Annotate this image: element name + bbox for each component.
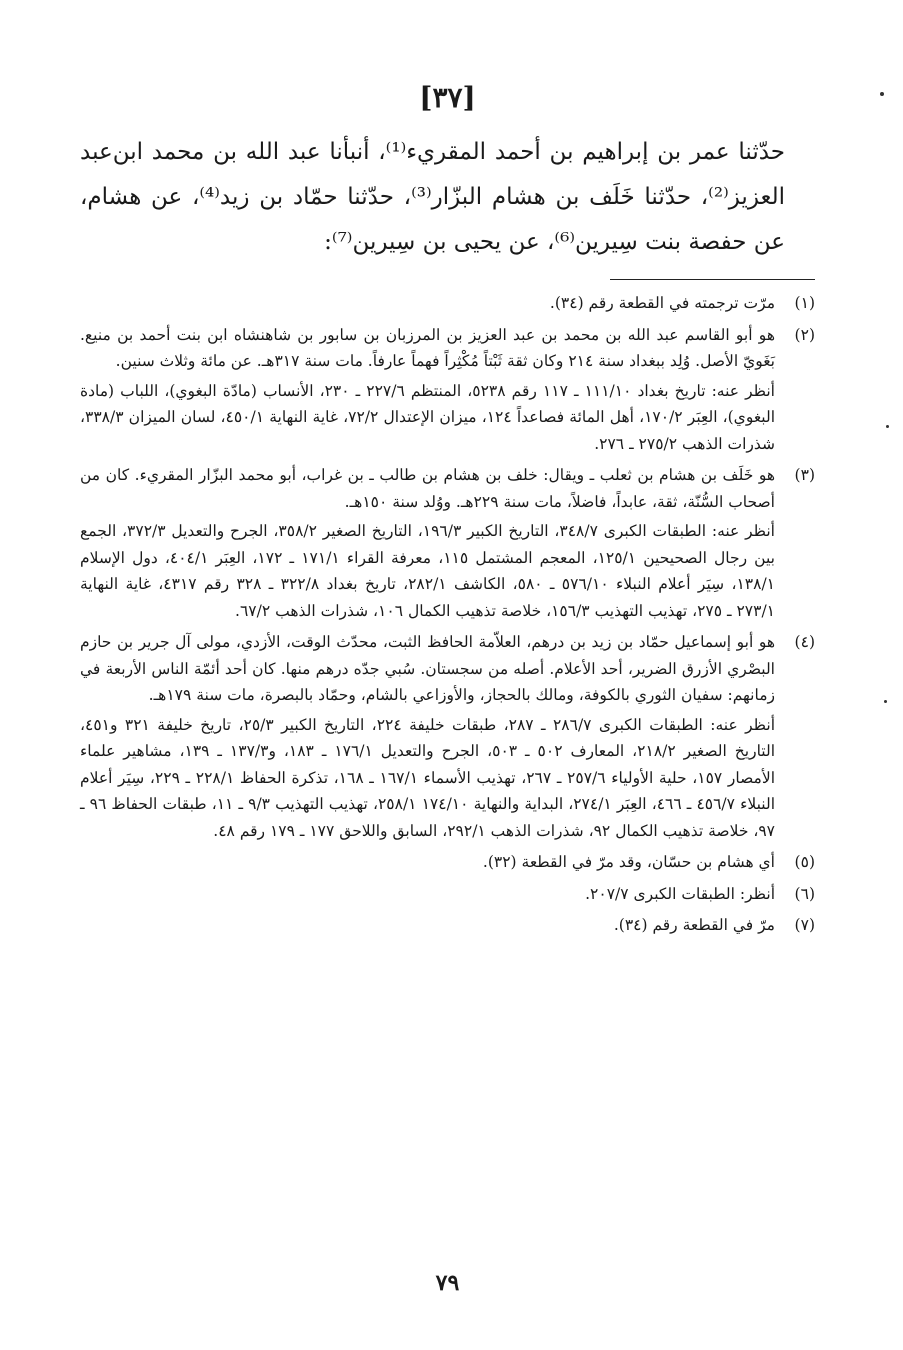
footnote-7 — [80, 912, 815, 942]
scan-speck — [884, 700, 887, 703]
footnote-number: (٧) — [794, 916, 815, 934]
footnote-1 — [80, 290, 815, 320]
footnote-sources: أنظر عنه: الطبقات الكبرى ٢٨٦/٧ ـ ٢٨٧، طبقات خليفة ٢٢٤، التاريخ الكبير ٢٥/٣، تاريخ خليفة ٣٢١ و٤٥١، التاريخ الصغير ٢١٨/٢، المعارف ٥٠٢ ـ ٥٠٣، الجرح والتعديل ١٧٦/١ ـ ١٨٣، و١٣٧/٣ ـ ١٣٩، مشاهير علماء الأمصار ١٥٧، حلية الأولياء ٢٥٧/٦ ـ ٢٦٧، تهذيب الأسماء ١٦٧/١ ـ ١٦٨، تذكرة الحفاظ ٢٢٨/١ ـ ٢٢٩، سِيَر أعلام النبلاء ٤٥٦/٧ ـ ٤٦٦، العِبَر ٢٧٤/١، البداية والنهاية ١٧٤/١٠ ٢٥٨/١، تهذيب التهذيب ٩/٣ ـ ١١، طبقات الحفاظ ٩٦ ـ ٩٧، خلاصة تذهيب الكمال ٩٢، شذرات الذهب ٢٩٢/١، السابق واللاحق ١٧٧ ـ ١٧٩ رقم ٤٨. — [80, 715, 776, 840]
footnote-body — [80, 462, 775, 627]
scan-speck — [886, 425, 889, 428]
footnote-number: (٦) — [794, 884, 815, 903]
footnotes — [80, 290, 815, 942]
footnote-number: (٤) — [794, 633, 815, 651]
footnote-number: (٥) — [794, 853, 815, 871]
footnote-paragraph: أي هشام بن حسّان، وقد مرّ في القطعة (٣٢). — [482, 853, 775, 871]
footnote-paragraph: أنظر: الطبقات الكبرى ٢٠٧/٧. — [585, 884, 775, 903]
scan-speck — [880, 92, 884, 96]
footnote-body — [80, 290, 775, 320]
footnote-2 — [80, 322, 815, 461]
footnote-paragraph: هو أبو إسماعيل حمّاد بن زيد بن درهم، العلاّمة الحافظ الثبت، محدّث الوقت، الأزدي، مولى آل جرير بن حازم البصْري الأزرق الضرير، أحد الأعلام. أصله من سجستان. سُبي جدّه درهم منها. كان أحد أئمّة الناس الأربعة في زمانهم: سفيان الثوري بالكوفة، ومالك بالحجاز، والأوزاعي بالشام، وحمّاد بالبصرة، مات سنة ١٧٩هـ. — [80, 633, 775, 704]
footnote-number: (٣) — [794, 466, 815, 484]
footnote-paragraph: مرّ في القطعة رقم (٣٤). — [613, 916, 775, 934]
footnote-paragraph: مرّت ترجمته في القطعة رقم (٣٤). — [549, 294, 775, 312]
section-number: [٣٧] — [419, 81, 476, 114]
footnote-sources: أنظر عنه: تاريخ بغداد ١١١/١٠ ـ ١١٧ رقم ٥٢٣٨، المنتظم ٢٢٧/٦ ـ ٢٣٠، الأنساب (مادّة البغوي)، اللباب (مادة البغوي)، العِبَر ١٧٠/٢، أهل المائة فصاعداً ١٢٤، ميزان الإعتدال ٧٢/٢، غاية النهاية ٤٥٠/١، لسان الميزان ٣٣٨/٣، شذرات الذهب ٢٧٥/٢ ـ ٢٧٦. — [80, 381, 776, 453]
footnote-body — [80, 322, 775, 461]
footnote-separator — [610, 279, 815, 280]
footnote-6 — [80, 881, 815, 911]
document-page — [80, 80, 815, 1310]
footnote-paragraph: هو خَلَف بن هشام بن ثعلب ـ ويقال: خلف بن هشام بن طالب ـ بن غراب، أبو محمد البزّار المقريء. كان من أصحاب السُّنّة، ثقة، عابداً، فاضلاً، مات سنة ٢٢٩هـ. ووُلد سنة ١٥٠هـ. — [80, 466, 775, 511]
footnote-body — [80, 849, 775, 879]
footnote-3 — [80, 462, 815, 627]
page-number: ٧٩ — [435, 1270, 460, 1296]
footnote-body — [80, 629, 775, 847]
hadith-chain-text: حدّثنا عمر بن إبراهيم بن أحمد المقريء⁽¹⁾، أنبأنا عبد الله بن محمد ابن‌عبد العزيز⁽²⁾، حدّثنا خَلَف بن هشام البزّار⁽³⁾، حدّثنا حمّاد بن زيد⁽⁴⁾، عن هشام، عن حفصة بنت سِيرين⁽⁶⁾، عن يحيى بن سِيرين⁽⁷⁾: — [80, 139, 786, 255]
footnote-sources: أنظر عنه: الطبقات الكبرى ٣٤٨/٧، التاريخ الكبير ١٩٦/٣، التاريخ الصغير ٣٥٨/٢، الجرح والتعديل ٣٧٢/٣، الجمع بين رجال الصحيحين ١٢٥/١، المعجم المشتمل ١١٥، معرفة القراء ١٧١/١ ـ ١٧٢، العِبَر ٤٠٤/١، دول الإسلام ١٣٨/١، سِيَر أعلام النبلاء ٥٧٦/١٠ ـ ٥٨٠، الكاشف ٢٨٢/١، تاريخ بغداد ٣٢٢/٨ ـ ٣٢٨ رقم ٤٣١٧، غاية النهاية ٢٧٣/١ ـ ٢٧٥، تهذيب التهذيب ١٥٦/٣، خلاصة تذهيب الكمال ١٠٦، شذرات الذهب ٦٧/٢. — [80, 522, 775, 620]
footnote-paragraph: هو أبو القاسم عبد الله بن محمد بن عبد العزيز بن المرزبان بن سابور بن شاهنشاه ابن بنت أحمد بن منيع. بَغَويّ الأصل. وُلِد ببغداد سنة ٢١٤ وكان ثقة ثَبْتاً مُكْثِراً فهماً عارفاً. مات سنة ٣١٧هـ. عن مائة وثلاث سنين. — [80, 325, 775, 370]
footnote-number: (٢) — [794, 325, 815, 344]
footnote-4 — [80, 629, 815, 847]
footnote-body — [80, 881, 775, 911]
footnote-number: (١) — [794, 294, 815, 312]
footnote-5 — [80, 849, 815, 879]
footnote-body — [80, 912, 775, 942]
